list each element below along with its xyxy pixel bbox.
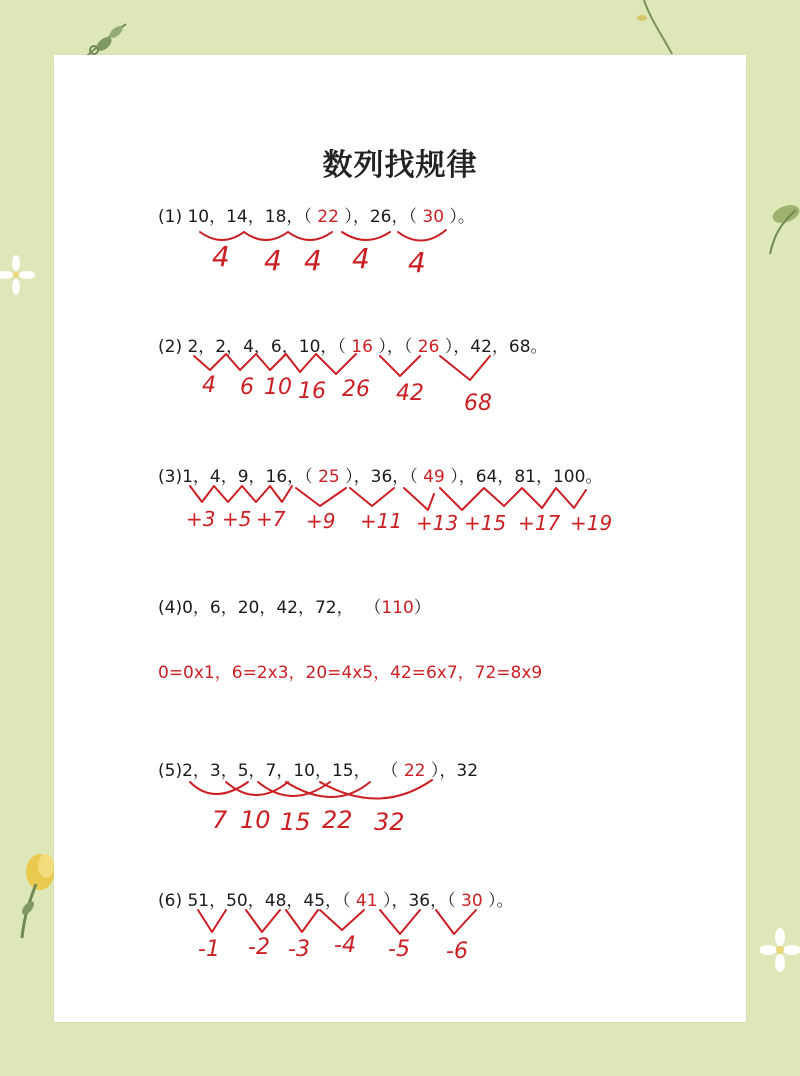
leaf-sprig-top-left-icon bbox=[82, 18, 132, 60]
difference-label: 4 bbox=[212, 240, 230, 273]
increment-label: +19 bbox=[570, 511, 613, 535]
bud-left-icon bbox=[10, 850, 56, 940]
difference-label: 4 bbox=[408, 246, 426, 279]
increment-label: +5 bbox=[222, 507, 252, 531]
sum-label: 4 bbox=[202, 373, 216, 398]
answer: 110 bbox=[381, 598, 414, 618]
increment-label: +15 bbox=[464, 511, 507, 535]
sum-label: 42 bbox=[396, 381, 424, 406]
difference-label: 4 bbox=[304, 244, 322, 277]
sum-label: 10 bbox=[240, 806, 271, 834]
sum-label: 26 bbox=[342, 377, 370, 402]
sum-label: 15 bbox=[280, 808, 311, 836]
problem-4: (4)0，6，20，42，72， （110） bbox=[158, 598, 431, 618]
sum-label: 22 bbox=[322, 806, 353, 834]
problem-4-explanation: 0=0x1，6=2x3，20=4x5，42=6x7，72=8x9 bbox=[158, 663, 543, 683]
sum-label: 6 bbox=[240, 375, 254, 400]
increment-label: +3 bbox=[186, 507, 216, 531]
problem-1: (1) 10，14，18，（ 22 ），26，（ 30 ）。 bbox=[158, 207, 475, 227]
flower-right-icon bbox=[760, 928, 800, 972]
decrement-label: -2 bbox=[248, 935, 270, 960]
answer: 25 bbox=[318, 467, 340, 487]
problem-5: (5)2，3，5，7，10，15， （ 22 ），32 bbox=[158, 761, 479, 781]
increment-label: +9 bbox=[306, 509, 336, 533]
answer: 26 bbox=[417, 337, 440, 357]
problem-3: (3)1，4，9，16，（ 25 ），36，（ 49 ），64，81，100。 bbox=[158, 467, 603, 487]
worksheet-paper bbox=[54, 55, 746, 1022]
answer: 49 bbox=[423, 467, 445, 487]
decrement-label: -6 bbox=[446, 939, 468, 964]
sum-label: 32 bbox=[374, 808, 405, 836]
decrement-label: -3 bbox=[288, 937, 310, 962]
increment-label: +17 bbox=[518, 511, 561, 535]
difference-label: 4 bbox=[264, 244, 282, 277]
answer: 30 bbox=[461, 891, 483, 911]
answer: 22 bbox=[403, 761, 426, 781]
increment-label: +7 bbox=[256, 507, 286, 531]
answer: 41 bbox=[355, 891, 378, 911]
sum-label: 16 bbox=[298, 379, 326, 404]
problem-2: (2) 2，2，4，6，10，（ 16 ），（ 26 ），42，68。 bbox=[158, 337, 548, 357]
sum-label: 10 bbox=[264, 375, 292, 400]
decrement-label: -4 bbox=[334, 933, 356, 958]
page-title: 数列找规律 bbox=[322, 148, 478, 183]
problem-6: (6) 51，50，48，45，（ 41 ），36，（ 30 ）。 bbox=[158, 891, 514, 911]
answer: 22 bbox=[317, 207, 339, 227]
increment-label: +11 bbox=[360, 509, 403, 533]
sum-label: 7 bbox=[212, 806, 228, 834]
decrement-label: -5 bbox=[388, 937, 410, 962]
stem-top-right-icon bbox=[630, 0, 680, 56]
decrement-label: -1 bbox=[198, 937, 220, 962]
increment-label: +13 bbox=[416, 511, 459, 535]
sum-label: 68 bbox=[464, 391, 492, 416]
difference-label: 4 bbox=[352, 242, 370, 275]
flower-left-icon bbox=[0, 255, 36, 295]
leaf-right-icon bbox=[760, 196, 800, 256]
answer: 16 bbox=[351, 337, 373, 357]
answer: 30 bbox=[422, 207, 445, 227]
